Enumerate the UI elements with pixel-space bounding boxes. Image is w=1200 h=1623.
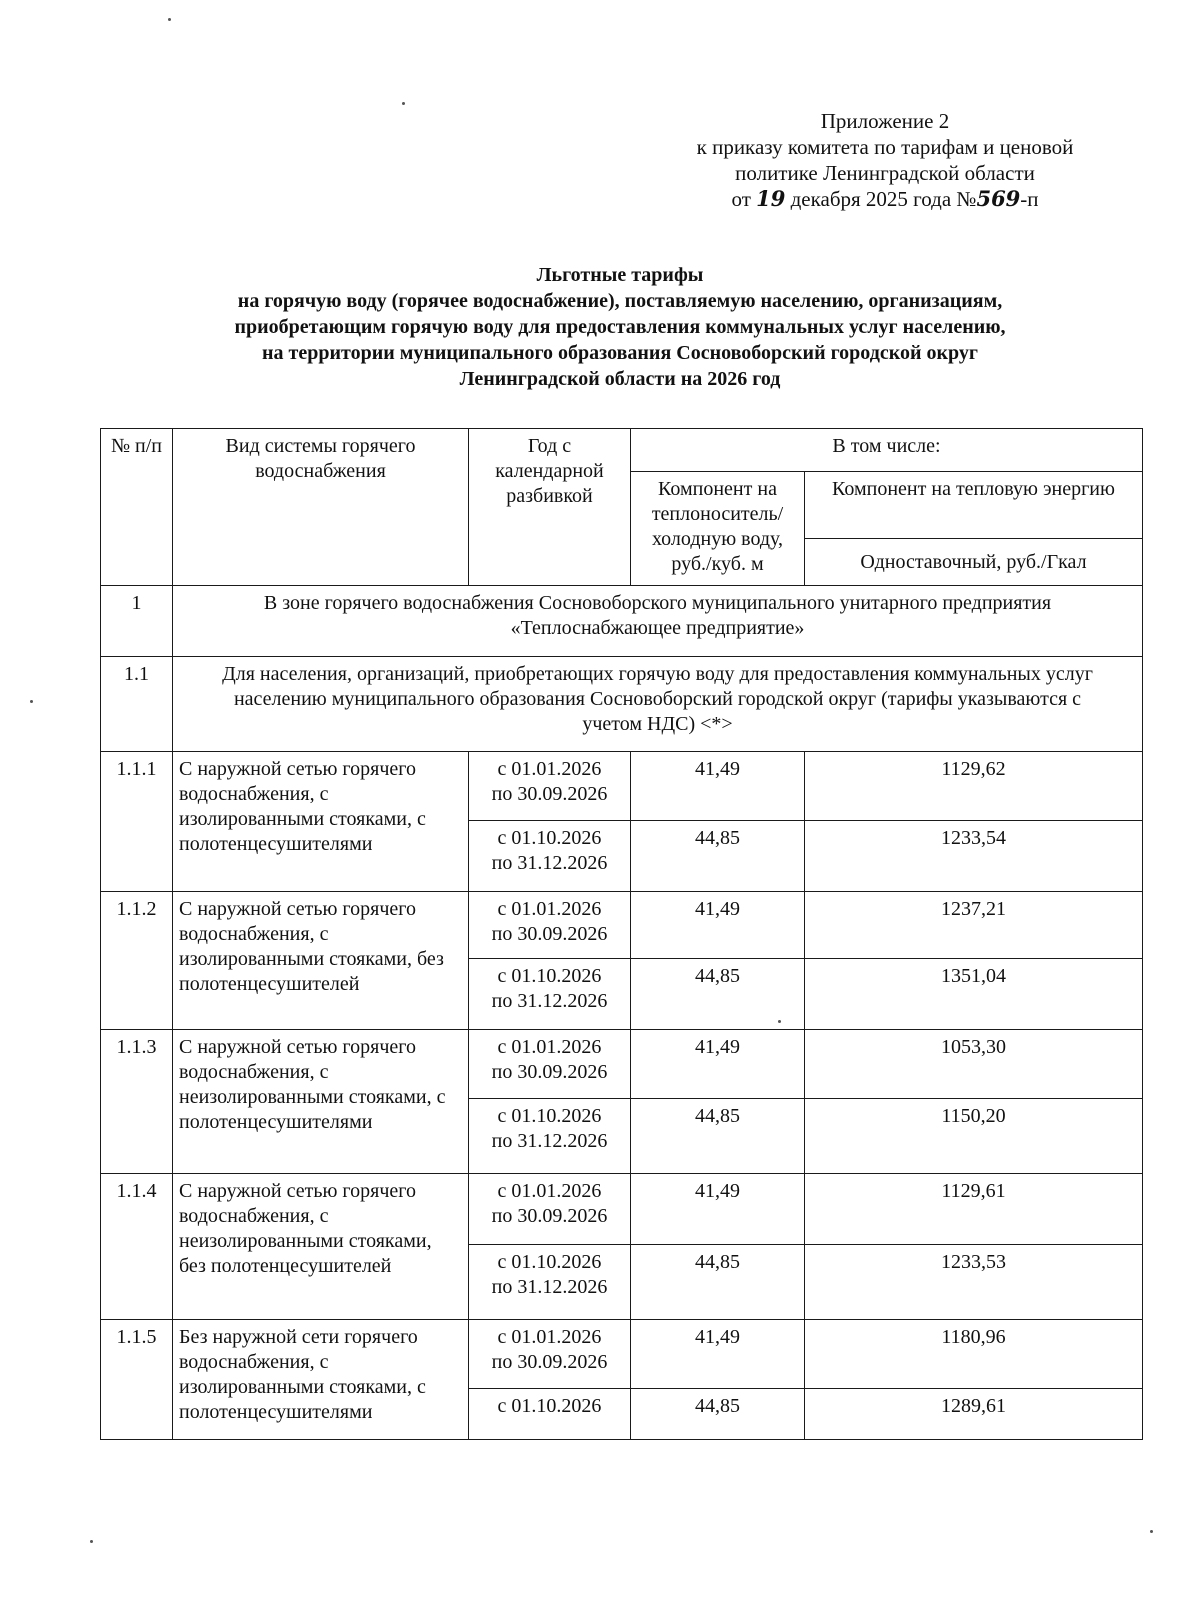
tariff-table-body: [101, 429, 1143, 1440]
section-row-1: [101, 586, 1143, 657]
appendix-authority-line: политике Ленинградской области: [735, 161, 1035, 185]
thermal-value: 1289,61: [805, 1389, 1143, 1440]
coolant-value: 44,85: [631, 821, 805, 892]
thermal-value: 1129,62: [805, 752, 1143, 821]
row-number: 1.1.5: [101, 1320, 173, 1440]
section-1-1-text: Для населения, организаций, приобретающих горячую воду для предоставления коммунальных услуг населению муниципального образования Сосновоборский городской округ (тарифы указываются с учетом НДС) <*>: [173, 657, 1143, 752]
period-cell: с 01.10.2026 по 31.12.2026: [469, 959, 631, 1030]
appendix-block: [640, 108, 1130, 212]
header-thermal: Компонент на тепловую энергию: [805, 472, 1143, 539]
tariff-row: [101, 752, 1143, 821]
appendix-date-line: [640, 186, 1130, 212]
header-single-rate: Одноставочный, руб./Гкал: [805, 539, 1143, 586]
date-month-year: декабря 2025 года №: [790, 187, 977, 211]
scan-speck: [402, 102, 405, 105]
tariff-row: [101, 892, 1143, 959]
thermal-value: 1150,20: [805, 1099, 1143, 1174]
title-line-4: на территории муниципального образования Сосновоборский городской округ: [262, 342, 978, 364]
thermal-value: 1233,54: [805, 821, 1143, 892]
section-1-text: В зоне горячего водоснабжения Сосновоборского муниципального унитарного предприятия «Теплоснабжающее предприятие»: [173, 586, 1143, 657]
thermal-value: 1053,30: [805, 1030, 1143, 1099]
period-cell: с 01.10.2026 по 31.12.2026: [469, 1099, 631, 1174]
coolant-value: 41,49: [631, 892, 805, 959]
header-system: Вид системы горячего водоснабжения: [173, 429, 469, 586]
coolant-value: 44,85: [631, 1389, 805, 1440]
scan-speck: [30, 700, 33, 703]
thermal-value: 1351,04: [805, 959, 1143, 1030]
row-number: 1.1.1: [101, 752, 173, 892]
header-row-1: [101, 429, 1143, 472]
scan-speck: [168, 18, 171, 21]
header-year: Год с календарной разбивкой: [469, 429, 631, 586]
coolant-value: 44,85: [631, 1099, 805, 1174]
period-cell: с 01.01.2026 по 30.09.2026: [469, 1030, 631, 1099]
title-line-2: на горячую воду (горячее водоснабжение), поставляемую населению, организациям,: [237, 290, 1003, 312]
number-suffix: -п: [1020, 187, 1039, 211]
tariff-row: [101, 1030, 1143, 1099]
system-type: С наружной сетью горячего водоснабжения, с изолированными стояками, с полотенцесушителями: [173, 752, 469, 892]
coolant-value: 41,49: [631, 1320, 805, 1389]
coolant-value: 44,85: [631, 1245, 805, 1320]
thermal-value: 1129,61: [805, 1174, 1143, 1245]
section-1-num: 1: [101, 586, 173, 657]
title-line-5: Ленинградской области на 2026 год: [459, 368, 781, 390]
system-type: С наружной сетью горячего водоснабжения, с неизолированными стояками, с полотенцесушителями: [173, 1030, 469, 1174]
document-title: [100, 262, 1140, 392]
tariff-row: [101, 1174, 1143, 1245]
system-type: Без наружной сети горячего водоснабжения, с изолированными стояками, с полотенцесушителями: [173, 1320, 469, 1440]
title-line-1: Льготные тарифы: [536, 264, 704, 286]
handwritten-day: 19: [756, 186, 786, 211]
period-cell: с 01.01.2026 по 30.09.2026: [469, 892, 631, 959]
period-cell: с 01.01.2026 по 30.09.2026: [469, 1320, 631, 1389]
system-type: С наружной сетью горячего водоснабжения, с неизолированными стояками, без полотенцесушителей: [173, 1174, 469, 1320]
appendix-order-line: к приказу комитета по тарифам и ценовой: [696, 135, 1074, 159]
coolant-value: 41,49: [631, 1174, 805, 1245]
thermal-value: 1237,21: [805, 892, 1143, 959]
thermal-value: 1180,96: [805, 1320, 1143, 1389]
period-cell: с 01.10.2026: [469, 1389, 631, 1440]
period-cell: с 01.01.2026 по 30.09.2026: [469, 752, 631, 821]
period-cell: с 01.01.2026 по 30.09.2026: [469, 1174, 631, 1245]
header-coolant: Компонент на теплоноситель/ холодную воду, руб./куб. м: [631, 472, 805, 586]
section-row-1-1: [101, 657, 1143, 752]
scan-speck: [90, 1540, 93, 1543]
period-cell: с 01.10.2026 по 31.12.2026: [469, 821, 631, 892]
section-1-1-num: 1.1: [101, 657, 173, 752]
header-including: В том числе:: [631, 429, 1143, 472]
scan-speck: [778, 1020, 781, 1023]
scan-speck: [1150, 1530, 1153, 1533]
tariff-row: [101, 1320, 1143, 1389]
row-number: 1.1.2: [101, 892, 173, 1030]
row-number: 1.1.4: [101, 1174, 173, 1320]
coolant-value: 41,49: [631, 752, 805, 821]
handwritten-number: 569: [976, 186, 1021, 211]
coolant-value: 41,49: [631, 1030, 805, 1099]
tariff-table: [100, 428, 1143, 1440]
row-number: 1.1.3: [101, 1030, 173, 1174]
coolant-value: 44,85: [631, 959, 805, 1030]
appendix-title: Приложение 2: [820, 109, 950, 133]
header-num: № п/п: [101, 429, 173, 586]
system-type: С наружной сетью горячего водоснабжения, с изолированными стояками, без полотенцесушителей: [173, 892, 469, 1030]
period-cell: с 01.10.2026 по 31.12.2026: [469, 1245, 631, 1320]
title-line-3: приобретающим горячую воду для предоставления коммунальных услуг населению,: [234, 316, 1006, 338]
thermal-value: 1233,53: [805, 1245, 1143, 1320]
date-prefix: от: [731, 187, 751, 211]
